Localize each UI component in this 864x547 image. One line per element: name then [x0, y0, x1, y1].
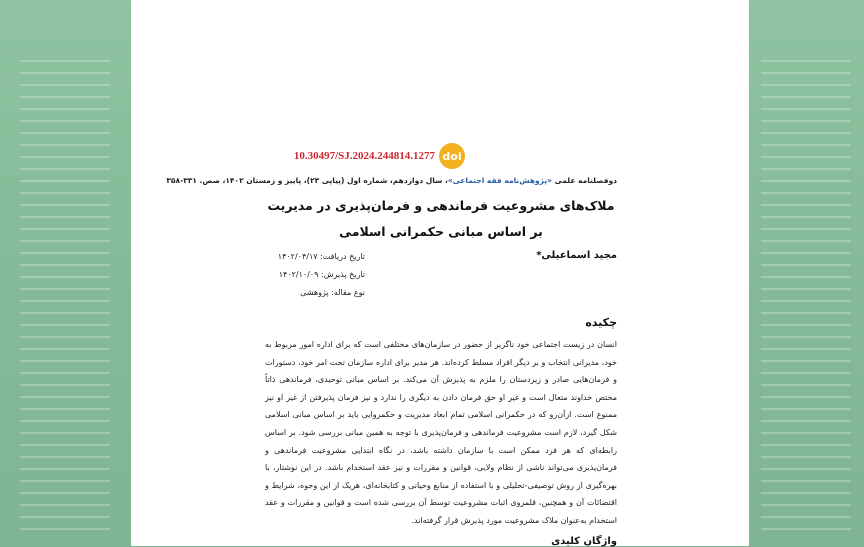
accepted-date: تاریخ پذیرش: ۱۴۰۲/۱۰/۰۹	[278, 270, 365, 279]
journal-citation	[166, 176, 617, 185]
background-right	[749, 0, 864, 546]
article-type: نوع مقاله: پژوهشی	[300, 288, 365, 297]
background-ghost-text	[761, 60, 851, 540]
journal-prefix: دوفصلنامه علمی	[554, 176, 617, 185]
background-left	[0, 0, 131, 546]
abstract-heading: چکیده	[585, 316, 617, 329]
doi-link[interactable]: 10.30497/SJ.2024.244814.1277	[293, 150, 435, 162]
doi-logo-icon: doi	[439, 143, 465, 169]
article-title-line-1: ملاک‌های مشروعیت فرماندهی و فرمان‌پذیری در مدیریت	[267, 198, 615, 213]
paper-page	[131, 0, 749, 546]
journal-details: ، سال دوازدهم، شماره اول (پیاپی ۲۳)، پاییز و زمستان ۱۴۰۲، صص. ۳۳۱-۳۵۸	[166, 176, 448, 185]
background-ghost-text	[20, 60, 110, 540]
author-name: مجید اسماعیلی*	[536, 250, 617, 261]
received-date: تاریخ دریافت: ۱۴۰۲/۰۴/۱۷	[277, 252, 365, 261]
abstract-text: انسان در زیست اجتماعی خود ناگزیر از حضور در سازمان‌های مختلفی است که برای اداره امور مربوط به خود، مدیرانی انتخاب و بر دیگر افراد مسلط کرده‌اند. هر مدیر برای اداره سازمان تحت امر خود، دستورات و فرمان‌هایی صادر و زیردستان را ملزم به پذیرش آن می‌کند. بر اساس مبانی توحیدی، فرماندهی ذاتاً مختص خداوند متعال است و غیر او حق فرمان دادن به دیگری را ندارد و نیز فرمان پذیرفتن از غیر او نیز ممنوع است. ازآن‌رو که در حکمرانی اسلامی تمام ابعاد مدیریت و حکمروایی باید بر اساس مبانی اسلامی شکل گیرد، لازم است مشروعیت فرماندهی و فرمان‌پذیری با توجه به همین مبانی بررسی شود. بر اساس رابطه‌ای که هر فرد ممکن است با سازمان داشته باشد، در نگاه ابتدایی مشروعیت فرماندهی و فرمان‌پذیری می‌تواند ناشی از نظام ولایی، قوانین و مقررات و نیز عقد استخدام باشد. در این نوشتار، با بهره‌گیری از روش توصیفی-تحلیلی و با استفاده از منابع وحیانی و کتابخانه‌ای، هریک از این وجوه، شرایط و اقتضائات آن و همچنین، قلمروی اثبات مشروعیت توسط آن بررسی شده است و قوانین و مقررات و عقد استخدام به‌عنوان ملاک مشروعیت مورد پذیرش قرار گرفته‌اند.	[265, 340, 617, 525]
doi-row	[265, 142, 465, 170]
journal-name-link[interactable]: «پژوهش‌نامه فقه اجتماعی»	[447, 176, 553, 185]
keywords-heading: واژگان کلیدی	[551, 536, 617, 547]
article-title-line-2: بر اساس مبانی حکمرانی اسلامی	[339, 224, 543, 239]
